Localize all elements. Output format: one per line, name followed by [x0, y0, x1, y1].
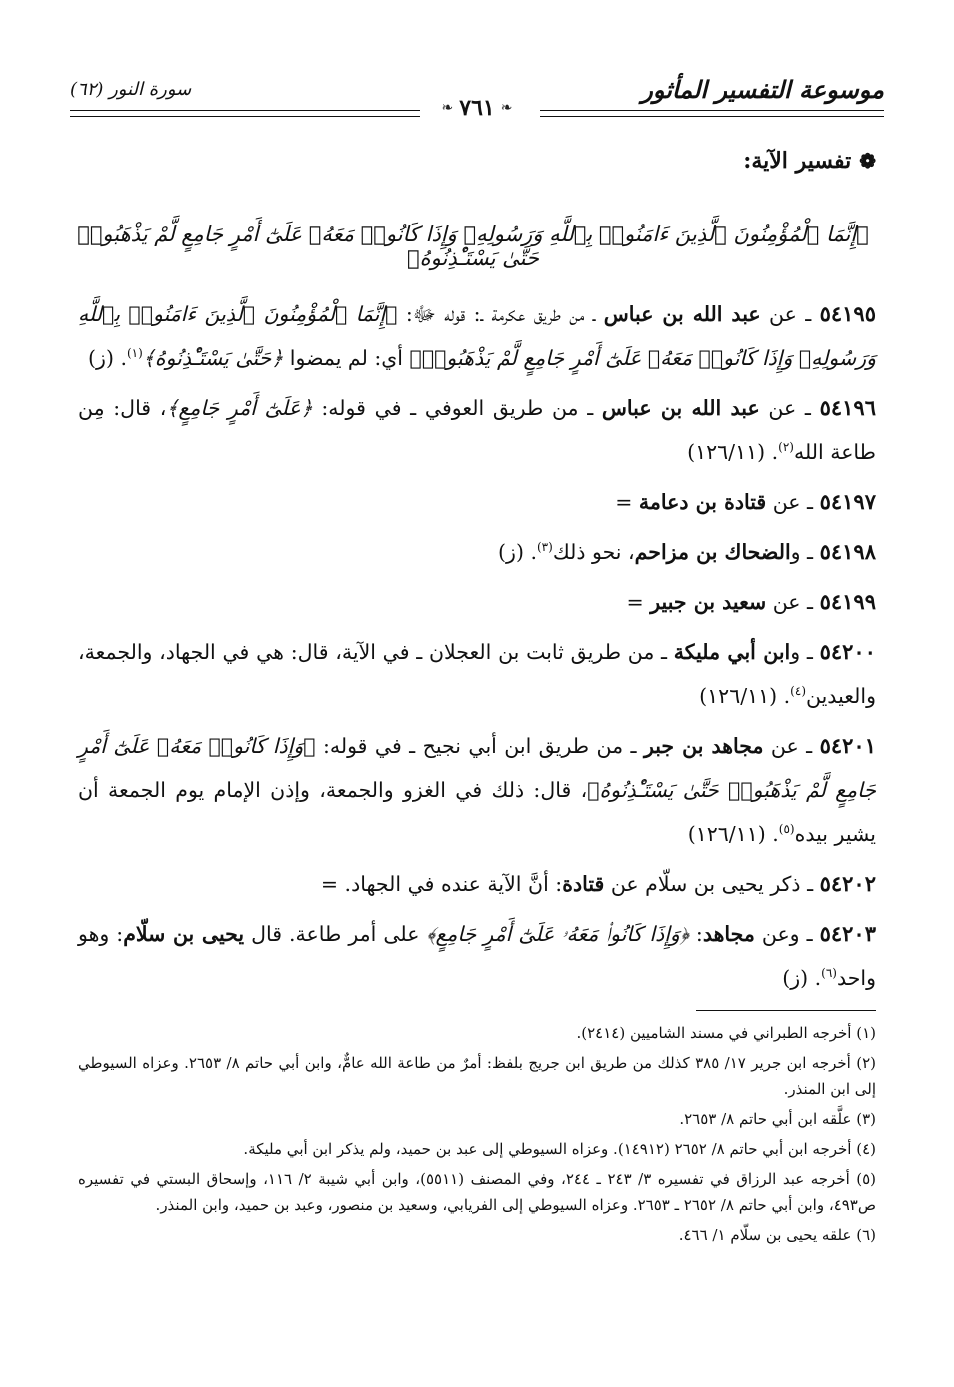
narration-text: ، قال: ذلك في الغزو والجمعة، وإذن الإمام يوم الجمعة أن يشير بيده: [78, 778, 876, 846]
narration-entry: [78, 912, 876, 1000]
narration-text: ـ من طريق العوفي ـ في قوله:: [312, 396, 602, 420]
narrator-name: مجاهد: [702, 922, 755, 946]
footnote: (٣) علَّقه ابن أبي حاتم ٨/ ٢٦٥٣.: [679, 1110, 876, 1128]
narration-entry: [78, 386, 876, 474]
quran-quote: ﴿عَلَىٰٓ أَمْرٍ جَامِعٍ﴾: [166, 396, 313, 420]
narration-number: ٥٤٢٠٠: [819, 639, 876, 664]
narration-text: ـ و: [790, 540, 820, 564]
narration-text: على أمر طاعة. قال: [244, 922, 427, 946]
narration-text: . (ز): [498, 540, 537, 564]
narration-number: ٥٤١٩٧: [819, 489, 876, 514]
narration-text: . (١٢٦/١١): [687, 440, 779, 464]
narration-number: ٥٤٢٠٢: [819, 871, 876, 896]
narration-text: ، قال: مِن طاعة الله: [78, 396, 876, 464]
narration-number: ٥٤١٩٥: [819, 301, 876, 326]
footnote: (٥) أخرجه عبد الرزاق في تفسيره ٣/ ٢٤٣ ـ ٢٤٤، وفي المصنف (٥٥١١)، وابن أبي شيبة ٢/ ١١٦، وإسحاق البستي في تفسيره ص٤٩٣، وابن أبي حاتم ٨/ ٢٦٥٢ ـ ٢٦٥٣. وعزاه السيوطي إلى الفريابي، وسعيد بن منصور، وعبد بن حميد، وابن المنذر.: [78, 1170, 877, 1214]
narration-entry: [78, 580, 876, 624]
flower-icon: ❁: [859, 149, 876, 173]
narration-text: أي: لم يمضوا: [283, 346, 410, 370]
footnote: (١) أخرجه الطبراني في مسند الشاميين (٢٤١٤).: [576, 1024, 876, 1042]
footnote-reference: (٢): [778, 440, 794, 455]
narration-text: : وهو واحد: [78, 922, 876, 990]
narration-number: ٥٤٢٠٣: [819, 921, 876, 946]
page-number: ٧٦١: [459, 95, 495, 121]
narration-text: ـ عن: [760, 302, 820, 326]
narration-entry: [78, 724, 876, 856]
narration-text: ـ عن: [766, 590, 820, 614]
footnote-reference: (٤): [790, 684, 806, 699]
narrator-name: سعيد بن جبير: [650, 590, 767, 614]
quran-quote: ﴿حَتَّىٰ يَسْتَـْٔذِنُوهُ﴾: [142, 346, 284, 370]
narration-text: ـ من طريق ابن أبي نجيح ـ في قوله:: [315, 734, 644, 758]
narration-text: . (١٢٦/١١): [687, 822, 779, 846]
narrator-name: ابن أبي مليكة: [673, 640, 791, 664]
page-number-block: [0, 95, 954, 121]
narration-number: ٥٤١٩٨: [819, 539, 876, 564]
narration-text: ـ و: [790, 640, 820, 664]
book-title: موسوعة التفسير المأثور: [641, 75, 884, 104]
footnote: (٦) علقه يحيى بن سلّام ١/ ٤٦٦.: [678, 1226, 876, 1244]
quran-quote: ﴿وَإِذَا كَانُوا۟ مَعَهُۥ عَلَىٰٓ أَمْرٍ جَامِعٍ﴾: [426, 922, 689, 946]
ornament-right-icon: ❧: [500, 100, 513, 116]
narrations-list: [78, 292, 876, 1006]
narration-text: ـ من طريق عكرمة ـ: قوله ﷻ:: [397, 302, 604, 326]
section-heading-text: تفسير الآية:: [743, 148, 852, 174]
quran-verse: ﴿إِنَّمَا ٱلْمُؤْمِنُونَ ٱلَّذِينَ ءَامَنُوا۟ بِٱللَّهِ وَرَسُولِهِۦ وَإِذَا كَانُوا۟ مَعَهُۥ عَلَىٰٓ أَمْرٍ جَامِعٍ لَّمْ يَذْهَبُوا۟ حَتَّىٰ يَسْتَـْٔذِنُوهُ﴾: [77, 222, 869, 270]
footnote: (٢) أخرجه ابن جرير ١٧/ ٣٨٥ كذلك من طريق ابن جريج بلفظ: أمرٌ من طاعة الله عامٌّ، وابن أبي حاتم ٨/ ٢٦٥٣. وعزاه السيوطي إلى ابن المنذر.: [78, 1054, 876, 1098]
footnote-divider: [696, 1010, 876, 1011]
narration-text: ـ من طريق ثابت بن العجلان ـ في الآية، قال: هي في الجهاد، والجمعة، والعيدين: [78, 640, 876, 708]
narration-text: :: [688, 922, 703, 946]
narration-entry: [78, 630, 876, 718]
footnote-reference: (٣): [536, 540, 553, 555]
footnote: (٤) أخرجه ابن أبي حاتم ٨/ ٢٦٥٢ (١٤٩١٢). وعزاه السيوطي إلى عبد بن حميد، ولم يذكر ابن أبي مليكة.: [243, 1140, 876, 1158]
narrator-name: قتادة بن دعامة: [638, 490, 767, 514]
narration-text: ـ عن: [766, 490, 820, 514]
narration-text: ، نحو ذلك: [552, 540, 635, 564]
section-heading: [743, 148, 876, 174]
narration-text: ـ وعن: [754, 922, 820, 946]
narrator-name: عبد الله بن عباس: [603, 302, 761, 326]
narration-number: ٥٤١٩٩: [819, 589, 876, 614]
narrator-name: عبد الله بن عباس: [601, 396, 760, 420]
quran-quote: ﴿إِنَّمَا ٱلْمُؤْمِنُونَ ٱلَّذِينَ ءَامَنُوا۟ بِٱللَّهِ وَرَسُولِهِۦ وَإِذَا كَانُوا۟ مَعَهُۥ عَلَىٰٓ أَمْرٍ جَامِعٍ لَّمْ يَذْهَبُوا۟﴾: [78, 302, 876, 370]
narration-text: : أنَّ الآية عنده في الجهاد. =: [320, 872, 563, 896]
quran-quote: ﴿وَإِذَا كَانُوا۟ مَعَهُۥ عَلَىٰٓ أَمْرٍ جَامِعٍ لَّمْ يَذْهَبُوا۟ حَتَّىٰ يَسْتَـْٔذِنُوهُ﴾: [78, 734, 876, 802]
narrator-name: قتادة: [562, 872, 605, 896]
narration-text: ـ ذكر يحيى بن سلّام عن: [604, 872, 820, 896]
narration-entry: [78, 292, 876, 380]
narration-number: ٥٤١٩٦: [819, 395, 876, 420]
narration-text: . (ز): [88, 346, 127, 370]
footnote-reference: (٦): [821, 966, 837, 981]
narration-entry: [78, 530, 876, 574]
ornament-left-icon: ❧: [441, 100, 454, 116]
narration-text: ـ عن: [759, 396, 820, 420]
narrator-name: الضحاك بن مزاحم: [634, 540, 791, 564]
narration-text: . (١٢٦/١١): [699, 684, 791, 708]
footnote-reference: (٥): [778, 822, 795, 837]
narration-text: ـ عن: [763, 734, 820, 758]
narration-entry: [78, 862, 876, 906]
narrator-name: يحيى بن سلّام: [123, 922, 245, 946]
narrator-name: مجاهد بن جبر: [643, 734, 764, 758]
narration-text: . (ز): [782, 966, 822, 990]
narration-number: ٥٤٢٠١: [819, 733, 876, 758]
narration-entry: [78, 480, 876, 524]
narration-text: =: [615, 490, 639, 514]
footnotes-list: [78, 1020, 876, 1252]
footnote-reference: (١): [126, 346, 143, 361]
narration-text: =: [626, 590, 651, 614]
surah-title: سورة النور (٦٢): [70, 79, 192, 100]
